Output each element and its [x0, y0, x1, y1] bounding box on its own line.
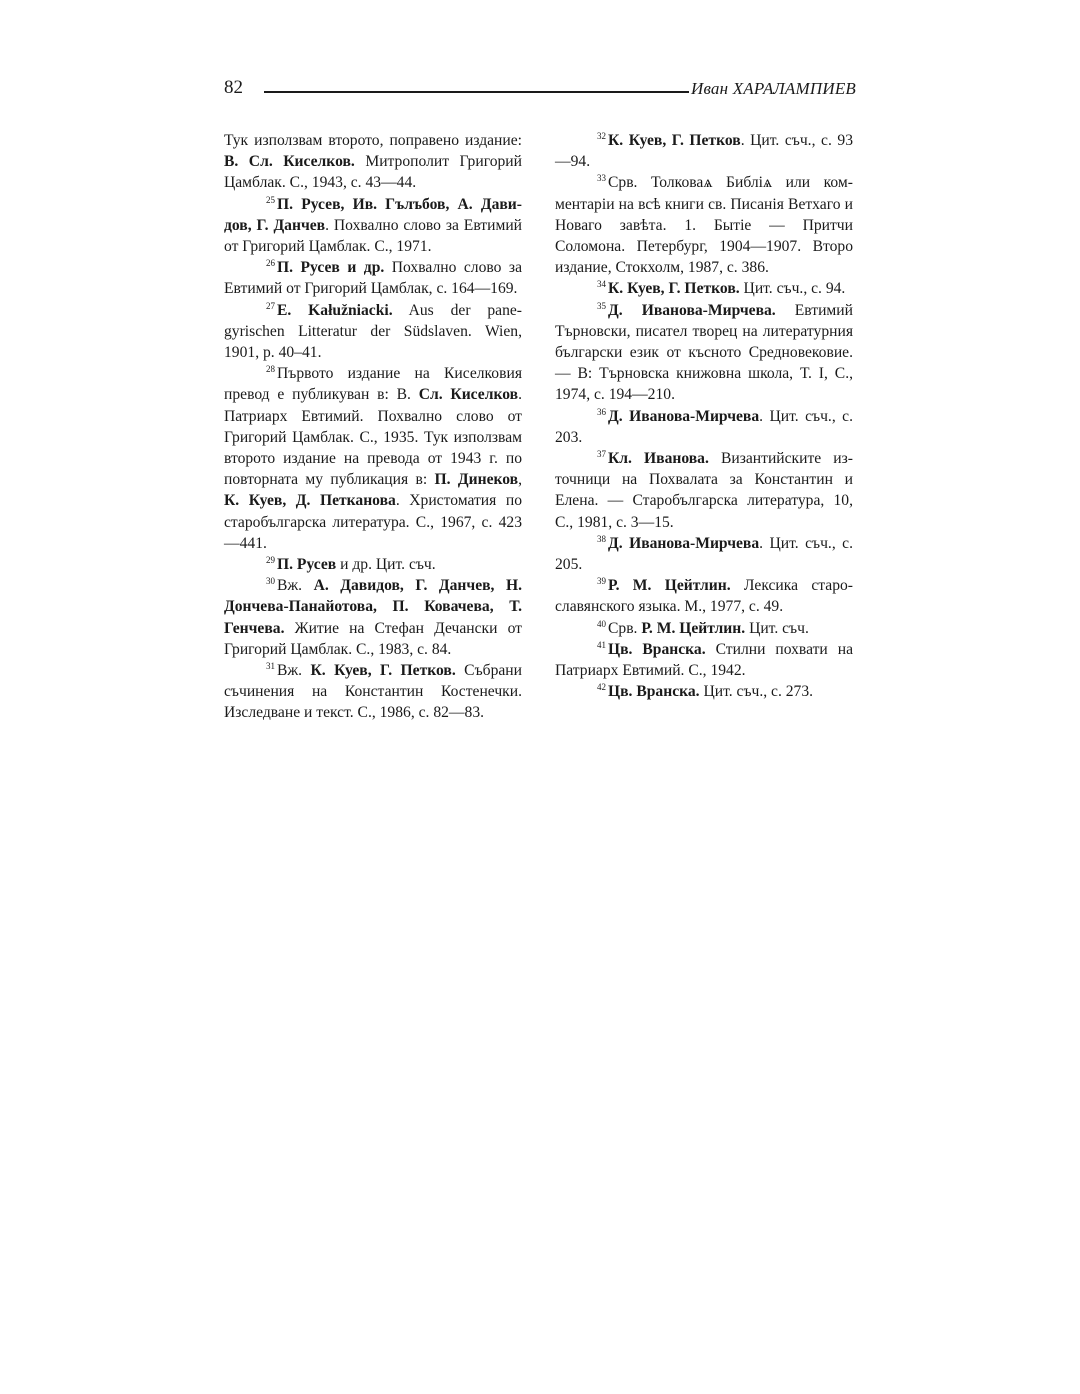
footnote-text: Вж. [277, 577, 314, 595]
footnote-text: Тук използвам второто, поправено издание: [224, 132, 522, 149]
footnote-number: 27 [266, 300, 275, 311]
footnote [224, 300, 522, 364]
footnote-text: . Цит. съч., с. 93—94. [555, 132, 853, 171]
footnote-author: Цв. Вранска. [608, 640, 706, 658]
footnote-text: Срв. Толковаѧ Библіѧ или комментаріи на всѣ книги св. Писанія Ветхаго и Новаго завѣта. 1. Бытіе — Притчи Соломона. Петербург, 1904—1907. Второ издание, Стокхолм, 1987, с. 386. [555, 174, 853, 277]
footnote-author: К. Куев, Г. Петков [608, 132, 741, 149]
footnote-author: Р. М. Цейтлин. [608, 577, 731, 595]
footnote [555, 130, 853, 172]
footnote-number: 25 [266, 194, 275, 205]
footnotes-right-column [555, 130, 853, 702]
footnote-text: Лексика старославянского языка. М., 1977, с. 49. [555, 577, 853, 616]
footnote-number: 35 [597, 300, 606, 311]
footnote [555, 639, 853, 681]
footnote-text: Митрополит Григорий Цамблак. С., 1943, с. 43—44. [224, 153, 522, 192]
footnote-number: 30 [266, 576, 275, 587]
footnote-text: . Похвално слово за Евтимий от Григорий Цамблак. С., 1971. [224, 216, 523, 256]
page-header [224, 76, 856, 102]
footnote-number: 28 [266, 364, 275, 375]
footnote-author: E. Kałužniacki. [277, 301, 393, 319]
footnote [555, 681, 853, 702]
footnote-author: П. Русев и др. [277, 259, 385, 277]
footnote-number: 39 [597, 576, 606, 587]
footnote [555, 172, 853, 278]
footnote-author: П. Русев, Ив. Гълъбов, А. Давидов, Г. Данчев [224, 195, 522, 234]
footnote-text: Житие на Стефан Дечански от Григорий Цамблак. С., 1983, с. 84. [224, 619, 522, 658]
footnote-text: и др. Цит. съч. [336, 556, 436, 574]
footnote-author: П. Русев [277, 556, 337, 574]
footnote-number: 41 [597, 639, 606, 650]
header-rule [264, 91, 689, 93]
page-number: 82 [224, 77, 243, 98]
footnote [555, 448, 853, 533]
footnote-author: Сл. Киселков [418, 386, 519, 404]
footnote-author: Д. Иванова-Мирчева [608, 534, 760, 552]
footnote [555, 618, 853, 639]
footnote-text: . Цит. съч., с. 203. [555, 407, 853, 446]
footnote-number: 34 [597, 279, 606, 290]
footnote-text: Стилни похвати на Патриарх Евтимий. С., 1942. [555, 640, 853, 680]
running-head: Иван ХАРАЛАМПИЕВ [690, 79, 856, 98]
footnote-text: . Цит. съч., с. 205. [555, 534, 853, 574]
footnote [555, 406, 853, 448]
footnote [555, 575, 853, 617]
footnote-number: 26 [266, 258, 275, 269]
footnote-text: Първото издание на Киселковия превод е публикуван в: В. [224, 365, 522, 404]
footnote-author: Р. М. Цейтлин. [641, 619, 746, 637]
footnote-number: 31 [266, 661, 275, 672]
footnote [224, 194, 522, 258]
footnotes-left-column [224, 130, 522, 724]
footnote-text: Похвално слово за Евтимий от Григорий Цамблак, с. 164—169. [224, 259, 522, 298]
footnote-text: . Патриарх Евтимий. Похвално слово от Григорий Цамблак. С., 1935. Тук използвам второто издание на превода от 1943 г. по повторната му публикация в: [224, 386, 522, 489]
footnote-author: К. Куев, Г. Петков. [310, 662, 456, 680]
footnote-text: , [518, 471, 523, 489]
footnote-author: А. Давидов, Г. Данчев, Н. Дончева-Панайотова, П. Ковачева, Т. Генчева. [224, 577, 522, 637]
footnote-text: Цит. съч., с. 94. [739, 280, 846, 298]
footnote-text: Евтимий Търновски, писател творец на литературния български език от късното Средновековие. — В: Търновска книжовна школа, Т. I, С., 1974, с. 194—210. [555, 301, 853, 404]
footnote [224, 554, 522, 575]
footnote-author: П. Динеков [434, 471, 519, 489]
footnote [224, 130, 522, 194]
footnote [224, 257, 522, 299]
footnote-text: Цит. съч. [745, 619, 809, 637]
footnote-text: Срв. [608, 619, 642, 637]
footnote-text: Вж. [277, 662, 311, 680]
footnote-author: Д. Иванова-Мирчева [608, 407, 760, 425]
footnote-author: Кл. Иванова. [608, 450, 709, 468]
footnote [224, 575, 522, 660]
footnote-author: К. Куев, Д. Петканова [224, 492, 396, 510]
footnote [555, 278, 853, 299]
footnote-author: К. Куев, Г. Петков. [608, 280, 740, 298]
footnote-text: Византийските източници на Похвалата за Константин и Елена. — Старобългарска литература, 10, С., 1981, с. 3—15. [555, 450, 853, 531]
footnote-number: 38 [597, 533, 606, 544]
footnote-text: Aus der panegyrischen Litteratur der Südslaven. Wien, 1901, p. 40–41. [224, 301, 522, 362]
footnote-number: 36 [597, 406, 606, 417]
footnote-number: 40 [597, 618, 606, 629]
footnote-text: Събрани съчинения на Константин Костенечки. Изследване и текст. С., 1986, с. 82—83. [224, 662, 522, 722]
footnote-number: 32 [597, 131, 606, 141]
footnote-number: 29 [266, 555, 275, 566]
footnote-author: Цв. Вранска. [608, 683, 700, 701]
footnote-author: В. Сл. Киселков. [224, 153, 355, 171]
footnote-text: . Христоматия по старобългарска литература. С., 1967, с. 423—441. [224, 492, 522, 552]
footnote [224, 660, 522, 724]
footnote-number: 33 [597, 173, 606, 184]
footnote-number: 42 [597, 682, 606, 693]
footnote-text: Цит. съч., с. 273. [699, 683, 814, 701]
footnote-author: Д. Иванова-Мирчева. [608, 301, 776, 319]
footnote [555, 533, 853, 575]
footnote [555, 300, 853, 406]
footnote [224, 363, 522, 554]
footnote-number: 37 [597, 449, 606, 460]
